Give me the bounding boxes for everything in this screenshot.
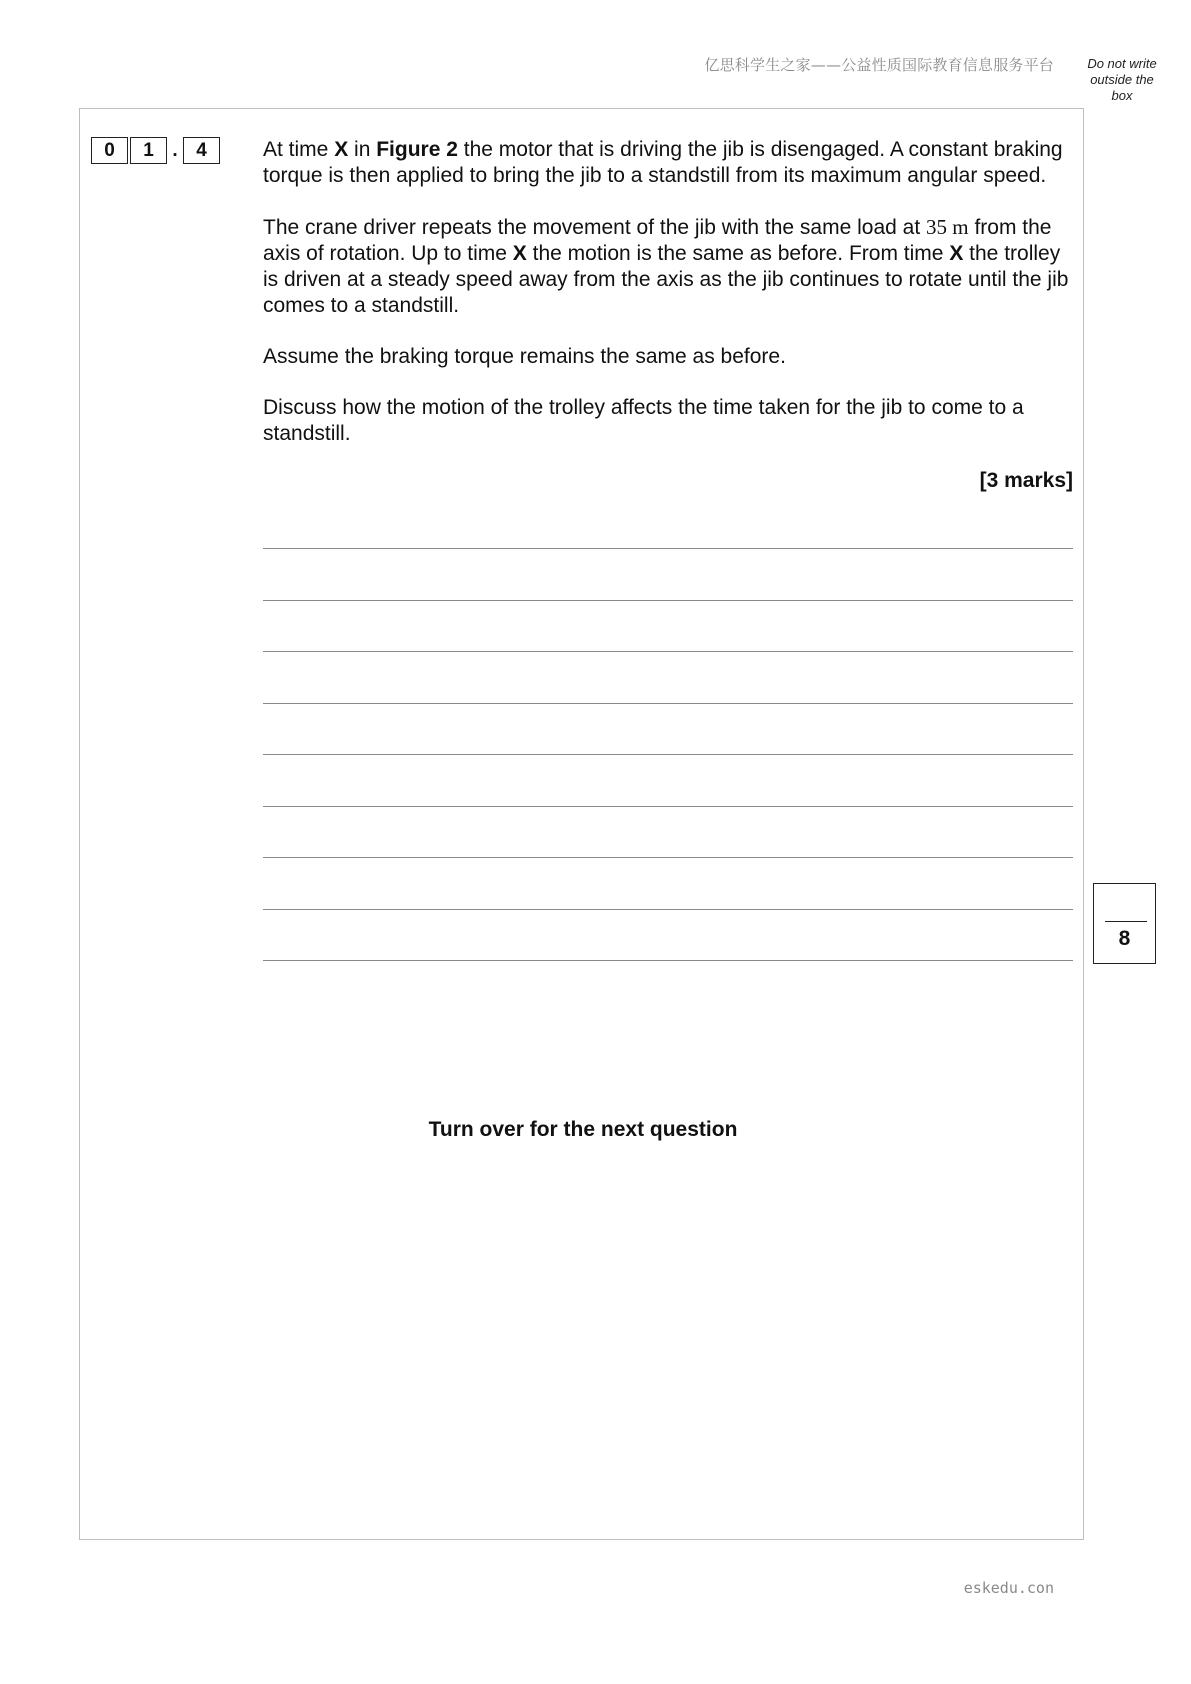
question-number-digit: 1 xyxy=(130,137,167,164)
score-divider xyxy=(1105,921,1147,922)
footer-watermark: eskedu.con xyxy=(963,1579,1054,1597)
bold-run: X xyxy=(512,242,527,265)
bold-run: X xyxy=(334,138,349,161)
math-value: 35 m xyxy=(926,215,969,239)
marks-label: [3 marks] xyxy=(979,469,1073,492)
margin-note: Do not write outside the box xyxy=(1087,56,1157,103)
answer-line[interactable] xyxy=(263,909,1073,910)
question-paragraph xyxy=(263,214,1073,319)
answer-line[interactable] xyxy=(263,754,1073,755)
question-number-separator: . xyxy=(172,139,178,161)
answer-line[interactable] xyxy=(263,806,1073,807)
question-text xyxy=(263,137,1073,472)
question-paragraph xyxy=(263,137,1073,189)
answer-line[interactable] xyxy=(263,960,1073,961)
answer-line[interactable] xyxy=(263,548,1073,549)
text-run: from the axis of rotation. Up to time xyxy=(263,216,1052,265)
text-run: At time xyxy=(263,138,335,161)
platform-header-text: 亿思科学生之家——公益性质国际教育信息服务平台 xyxy=(704,56,1054,74)
question-paragraph: Discuss how the motion of the trolley affects the time taken for the jib to come to a standstill. xyxy=(263,396,1024,445)
answer-line[interactable] xyxy=(263,703,1073,704)
bold-run: Figure 2 xyxy=(376,138,458,161)
text-run: the motion is the same as before. From time xyxy=(526,242,950,265)
question-paragraph: Assume the braking torque remains the same as before. xyxy=(263,345,786,368)
answer-lines[interactable] xyxy=(263,548,1073,1012)
text-run: The crane driver repeats the movement of the jib with the same load at xyxy=(263,216,927,239)
answer-line[interactable] xyxy=(263,651,1073,652)
answer-line[interactable] xyxy=(263,600,1073,601)
bold-run: X xyxy=(949,242,964,265)
question-number-digit: 0 xyxy=(91,137,128,164)
score-total: 8 xyxy=(1118,927,1131,950)
question-number xyxy=(91,137,220,164)
text-run: the motor that is driving the jib is disengaged. A constant braking torque is then applied to bring the jib to a standstill from its maximum angular speed. xyxy=(263,138,1063,187)
text-run: in xyxy=(348,138,377,161)
answer-line[interactable] xyxy=(263,857,1073,858)
text-run: the trolley is driven at a steady speed away from the axis as the jib continues to rotate until the jib comes to a standstill. xyxy=(263,242,1069,317)
turn-over-note: Turn over for the next question xyxy=(428,1118,738,1141)
score-box xyxy=(1093,883,1156,964)
question-number-digit: 4 xyxy=(183,137,220,164)
